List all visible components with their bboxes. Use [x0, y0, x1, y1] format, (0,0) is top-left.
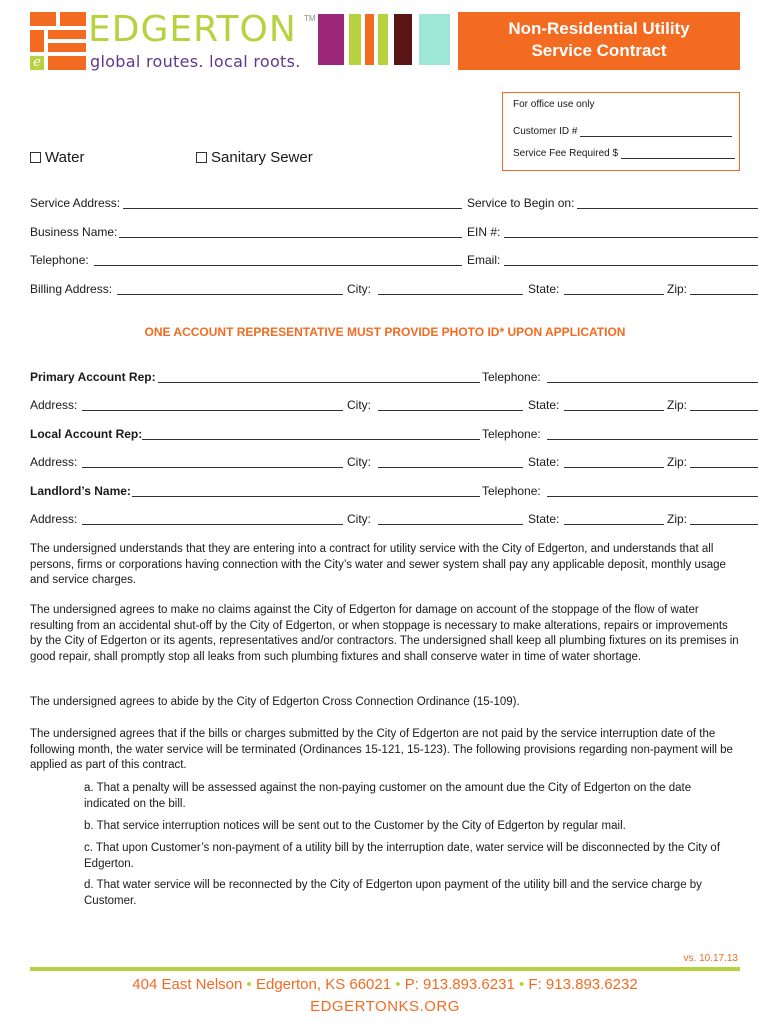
- billing-city-label: City:: [347, 282, 371, 296]
- footer-city-state: Edgerton, KS 66021: [255, 976, 392, 993]
- form-title-line2: Service Contract: [531, 41, 667, 60]
- landlord-state-field[interactable]: [564, 524, 664, 525]
- color-bar: [378, 14, 388, 65]
- local-rep-zip-label: Zip:: [667, 455, 688, 469]
- primary-rep-zip-field[interactable]: [690, 410, 758, 411]
- local-rep-address-row: [30, 455, 760, 469]
- customer-id-field[interactable]: [580, 128, 732, 137]
- form-title: [458, 12, 740, 70]
- landlord-city-field[interactable]: [378, 524, 523, 525]
- primary-rep-zip-label: Zip:: [667, 398, 688, 412]
- office-use-box: [502, 92, 740, 171]
- color-bar: [318, 14, 344, 65]
- local-rep-address-label: Address:: [30, 455, 78, 469]
- logo-e: e: [30, 56, 44, 70]
- service-address-label: Service Address:: [30, 196, 121, 210]
- business-name-row: [30, 225, 760, 239]
- local-rep-state-field[interactable]: [564, 467, 664, 468]
- landlord-zip-label: Zip:: [667, 512, 688, 526]
- service-fee-row: [513, 148, 735, 159]
- telephone-field[interactable]: [94, 265, 462, 266]
- office-use-heading: For office use only: [513, 99, 595, 110]
- color-bar: [349, 14, 361, 65]
- terms-paragraph-2: The undersigned agrees to make no claims against the City of Edgerton for damage on account of the stoppage of the flow of water resulting from an accidental shut-off by the City of Edgerton, or when stoppage is necessary to make alterations, repairs or improvements by the City of Edgerton or its agents, representatives and/or contractors. The undersigned shall keep all plumbing fixtures on its premises in good repair, shall promptly stop all leaks from such plumbing fixtures and shall conserve water in time of water shortage.: [30, 604, 739, 663]
- primary-rep-telephone-label: Telephone:: [482, 370, 541, 384]
- landlord-field[interactable]: [132, 496, 480, 497]
- primary-rep-address-label: Address:: [30, 398, 78, 412]
- service-fee-label: Service Fee Required $: [513, 148, 619, 159]
- primary-rep-field[interactable]: [158, 382, 480, 383]
- landlord-address-row: [30, 512, 760, 526]
- service-begin-label: Service to Begin on:: [467, 196, 575, 210]
- water-checkbox[interactable]: [30, 152, 41, 163]
- logo-tagline: global routes. local roots.: [90, 52, 301, 71]
- terms-paragraph-4: The undersigned agrees that if the bills or charges submitted by the City of Edgerton are not paid by the service interruption date of the following month, the water service will be terminated (Ordinances 15-121, 15-123). The following provisions regarding non-payment will be applied as part of this contract.: [30, 728, 733, 772]
- landlord-telephone-label: Telephone:: [482, 484, 541, 498]
- business-name-label: Business Name:: [30, 225, 118, 239]
- local-rep-zip-field[interactable]: [690, 467, 758, 468]
- local-rep-telephone-label: Telephone:: [482, 427, 541, 441]
- telephone-email-row: [30, 253, 760, 267]
- photo-id-notice: ONE ACCOUNT REPRESENTATIVE MUST PROVIDE PHOTO ID* UPON APPLICATION: [144, 325, 626, 339]
- version-label: vs. 10.17.13: [683, 953, 738, 964]
- footer-phone: P: 913.893.6231: [404, 976, 515, 993]
- footer-divider: [30, 967, 740, 971]
- local-rep-city-field[interactable]: [378, 467, 523, 468]
- form-title-line1: Non-Residential Utility: [508, 19, 690, 38]
- landlord-address-field[interactable]: [82, 524, 343, 525]
- terms-item-c: c. That upon Customer’s non-payment of a utility bill by the interruption date, water service will be disconnected by the City of Edgerton.: [84, 842, 721, 870]
- billing-address-row: [30, 282, 760, 296]
- billing-state-field[interactable]: [564, 294, 664, 295]
- landlord-zip-field[interactable]: [690, 524, 758, 525]
- landlord-label: Landlord’s Name:: [30, 484, 131, 498]
- footer-bullet: •: [246, 976, 252, 993]
- primary-rep-telephone-field[interactable]: [547, 382, 758, 383]
- billing-city-field[interactable]: [378, 294, 523, 295]
- primary-rep-address-field[interactable]: [82, 410, 343, 411]
- color-bar: [365, 14, 374, 65]
- footer-fax: F: 913.893.6232: [528, 976, 638, 993]
- service-begin-field[interactable]: [577, 208, 758, 209]
- service-address-row: [30, 196, 760, 210]
- primary-rep-state-label: State:: [528, 398, 560, 412]
- local-rep-field[interactable]: [142, 439, 480, 440]
- business-name-field[interactable]: [119, 237, 462, 238]
- landlord-state-label: State:: [528, 512, 560, 526]
- billing-state-label: State:: [528, 282, 560, 296]
- customer-id-row: [513, 126, 732, 137]
- footer-bullet: •: [395, 976, 401, 993]
- footer-bullet: •: [518, 976, 525, 993]
- local-rep-telephone-field[interactable]: [547, 439, 758, 440]
- logo-trademark: TM: [304, 14, 316, 23]
- email-field[interactable]: [504, 265, 758, 266]
- logo-wordmark: EDGERTON: [88, 9, 297, 50]
- primary-rep-state-field[interactable]: [564, 410, 664, 411]
- footer-website[interactable]: EDGERTONKS.ORG: [310, 998, 460, 1015]
- color-bar: [419, 14, 450, 65]
- primary-rep-city-field[interactable]: [378, 410, 523, 411]
- sanitary-sewer-option: [196, 149, 313, 166]
- sanitary-sewer-label: Sanitary Sewer: [211, 149, 313, 166]
- primary-rep-address-row: [30, 398, 760, 412]
- billing-zip-label: Zip:: [667, 282, 688, 296]
- sanitary-sewer-checkbox[interactable]: [196, 152, 207, 163]
- email-label: Email:: [467, 253, 501, 267]
- terms-item-a: a. That a penalty will be assessed against the non-paying customer on the amount due the City of Edgerton on the date indicated on the bill.: [84, 782, 692, 810]
- telephone-label: Telephone:: [30, 253, 89, 267]
- local-rep-address-field[interactable]: [82, 467, 343, 468]
- local-rep-city-label: City:: [347, 455, 371, 469]
- terms-item-b: b. That service interruption notices will be sent out to the Customer by the City of Edgerton by regular mail.: [84, 820, 626, 832]
- ein-label: EIN #:: [467, 225, 501, 239]
- footer-address: 404 East Nelson: [132, 976, 243, 993]
- local-rep-label: Local Account Rep:: [30, 427, 143, 441]
- service-fee-field[interactable]: [621, 150, 735, 159]
- ein-field[interactable]: [504, 237, 758, 238]
- terms-paragraph-1: The undersigned understands that they are entering into a contract for utility service with the City of Edgerton, and understands that all persons, firms or corporations having connection with the City’s water and sewer system shall pay any applicable deposit, monthly usage and service charges.: [30, 543, 726, 587]
- billing-address-field[interactable]: [117, 294, 343, 295]
- terms-paragraph-3: The undersigned agrees to abide by the City of Edgerton Cross Connection Ordinance (15-109).: [30, 696, 520, 708]
- customer-id-label: Customer ID #: [513, 126, 578, 137]
- billing-zip-field[interactable]: [690, 294, 758, 295]
- primary-rep-row: [30, 370, 760, 384]
- primary-rep-label: Primary Account Rep:: [30, 370, 156, 384]
- landlord-address-label: Address:: [30, 512, 78, 526]
- landlord-row: [30, 484, 760, 498]
- logo-mark: [30, 12, 90, 72]
- terms-item-d: d. That water service will be reconnected by the City of Edgerton upon payment of the utility bill and the service charge by Customer.: [84, 879, 702, 907]
- landlord-city-label: City:: [347, 512, 371, 526]
- primary-rep-city-label: City:: [347, 398, 371, 412]
- color-bar: [394, 14, 412, 65]
- local-rep-row: [30, 427, 760, 441]
- water-option: [30, 149, 84, 166]
- billing-address-label: Billing Address:: [30, 282, 113, 296]
- water-label: Water: [45, 149, 85, 166]
- local-rep-state-label: State:: [528, 455, 560, 469]
- footer-contact: [0, 976, 770, 993]
- landlord-telephone-field[interactable]: [547, 496, 758, 497]
- service-address-field[interactable]: [123, 208, 462, 209]
- edgerton-logo: [30, 9, 330, 72]
